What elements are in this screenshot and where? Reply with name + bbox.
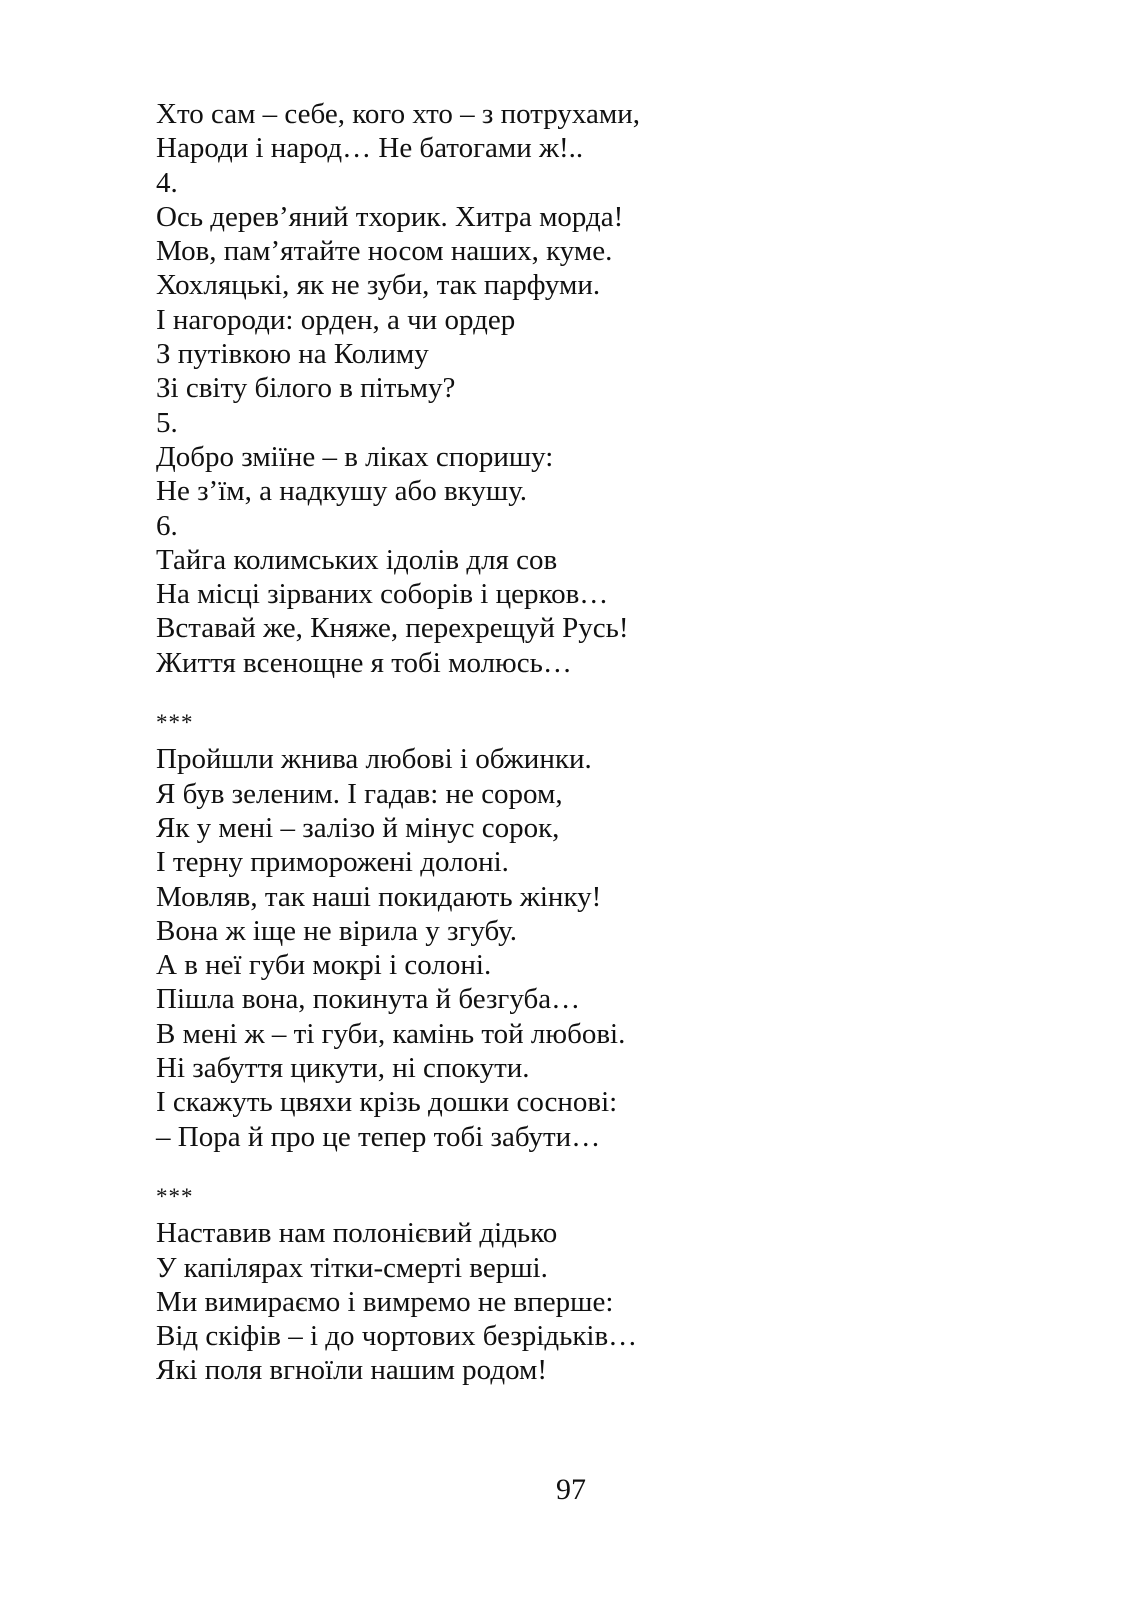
poem-line: І скажуть цвяхи крізь дошки соснові: (156, 1086, 618, 1119)
stanza-gap (156, 680, 1056, 708)
numbered-stanza-4 (156, 166, 1056, 406)
poem-line: У капілярах тітки-смерті верші. (156, 1251, 548, 1284)
poem-line: А в неї губи мокрі і солоні. (156, 949, 492, 982)
poem-line: Ні забуття цикути, ні спокути. (156, 1052, 530, 1085)
poem-line: І терну приморожені долоні. (156, 846, 509, 879)
poem-line: Як у мені – залізо й мінус сорок, (156, 811, 560, 844)
poem-line: Я був зеленим. І гадав: не сором, (156, 777, 563, 810)
poem-line: Від скіфів – і до чортових безрідьків… (156, 1320, 638, 1353)
section-separator-stars: *** (156, 1183, 194, 1209)
poem-line: Які поля вгноїли нашим родом! (156, 1354, 548, 1387)
stanza-gap (156, 1154, 1056, 1182)
poem-line: Пройшли жнива любові і обжинки. (156, 743, 592, 776)
poem-line: Добро зміїне – в ліках споришу: (156, 440, 554, 473)
poem-text (156, 97, 1056, 1388)
poem-stars-1 (156, 708, 1056, 1154)
poem-line: Мов, пам’ятайте носом наших, куме. (156, 235, 613, 268)
poem-line: Ми вимираємо і вимремо не вперше: (156, 1285, 614, 1318)
poem-line: Хохляцькі, як не зуби, так парфуми. (156, 269, 601, 302)
poem-line: Пішла вона, покинута й безгуба… (156, 983, 581, 1016)
poem-line: Вона ж іще не вірила у згубу. (156, 914, 517, 947)
stanza-number: 4. (156, 166, 178, 199)
poem-line: Вставай же, Княже, перехрещуй Русь! (156, 612, 629, 645)
poem-line: Хто сам – себе, кого хто – з потрухами, (156, 98, 640, 130)
poem-line: Наставив нам полонієвий дідько (156, 1217, 558, 1250)
poem-line: Життя всенощне я тобі молюсь… (156, 646, 572, 679)
section-separator-stars: *** (156, 710, 194, 736)
numbered-stanza-5 (156, 406, 1056, 509)
poem-line: З путівкою на Колиму (156, 338, 429, 371)
poem-line: – Пора й про це тепер тобі забути… (156, 1120, 601, 1153)
poem-line: Зі світу білого в пітьму? (156, 372, 456, 405)
stanza-number: 5. (156, 406, 178, 439)
poem-line: Тайга колимських ідолів для сов (156, 543, 558, 576)
poem-line: Не з’їм, а надкушу або вкушу. (156, 475, 528, 508)
page-number: 97 (556, 1473, 586, 1506)
stanza-number: 6. (156, 509, 178, 542)
poem-line: В мені ж – ті губи, камінь той любові. (156, 1017, 626, 1050)
continuation-stanza (156, 97, 1056, 166)
poem-line: Ось дерев’яний тхорик. Хитра морда! (156, 200, 624, 233)
poem-line: Мовляв, так наші покидають жінку! (156, 880, 602, 913)
poem-line: Народи і народ… Не батогами ж!.. (156, 132, 584, 165)
poem-line: І нагороди: орден, а чи ордер (156, 303, 516, 336)
poem-line: На місці зірваних соборів і церков… (156, 578, 609, 611)
numbered-stanza-6 (156, 509, 1056, 680)
poem-stars-2 (156, 1182, 1056, 1388)
